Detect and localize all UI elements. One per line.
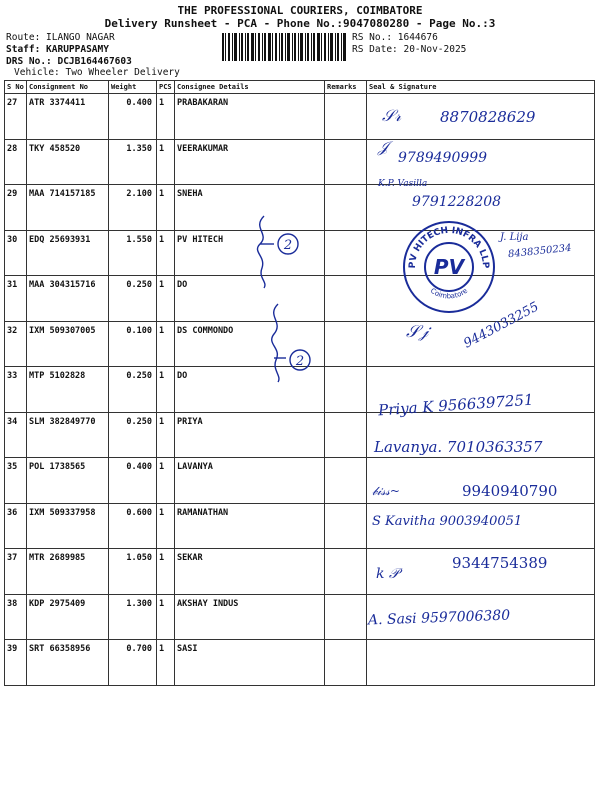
remark-bracket-33 <box>262 300 332 384</box>
drs-label: DRS No.: DCJB164467603 <box>6 56 132 67</box>
cell-consignment: TKY 458520 <box>27 139 109 185</box>
remark-number-31: 2 <box>283 238 293 253</box>
cell-consignment: EDQ 25693931 <box>27 230 109 276</box>
rs-date: RS Date: 20-Nov-2025 <box>352 44 467 55</box>
cell-consignment: IXM 509337958 <box>27 503 109 549</box>
cell-signature <box>367 640 595 686</box>
cell-pcs: 1 <box>157 94 175 140</box>
signature-32: 9443033255 <box>461 299 542 352</box>
seal-monogram: PV <box>433 255 465 279</box>
vehicle-label: Vehicle: Two Wheeler Delivery <box>14 67 180 78</box>
cell-weight: 0.600 <box>109 503 157 549</box>
document-subtitle: Delivery Runsheet - PCA - Phone No.:9047080280 - Page No.:3 <box>104 17 496 30</box>
scribble-28: 𝒥 <box>378 138 389 156</box>
cell-sno: 34 <box>5 412 27 458</box>
cell-consignee: SASI <box>175 640 325 686</box>
cell-pcs: 1 <box>157 321 175 367</box>
cell-sno: 31 <box>5 276 27 322</box>
cell-pcs: 1 <box>157 594 175 640</box>
cell-sno: 38 <box>5 594 27 640</box>
staff-label: Staff: KARUPPASAMY <box>6 44 109 55</box>
cell-consignee: DO <box>175 367 325 413</box>
signature-35: Lavanya. 7010363357 <box>374 438 543 456</box>
cell-consignee: RAMANATHAN <box>175 503 325 549</box>
scribble-36: 𝒷𝒾𝓈𝓈~ <box>372 484 400 498</box>
cell-consignment: MAA 304315716 <box>27 276 109 322</box>
name-30: J. Lija <box>500 232 529 243</box>
route-label: Route: ILANGO NAGAR <box>6 32 115 43</box>
cell-weight: 0.250 <box>109 276 157 322</box>
cell-pcs: 1 <box>157 185 175 231</box>
seal-text-bottom: Coimbatore <box>428 286 470 301</box>
cell-weight: 0.400 <box>109 458 157 504</box>
cell-remarks <box>325 640 367 686</box>
cell-sno: 33 <box>5 367 27 413</box>
cell-sno: 36 <box>5 503 27 549</box>
table-row <box>5 640 595 686</box>
cell-consignment: ATR 3374411 <box>27 94 109 140</box>
name-29: K.P. Vasilla <box>378 179 428 189</box>
signature-28: 9789490999 <box>398 150 488 166</box>
cell-pcs: 1 <box>157 549 175 595</box>
cell-weight: 1.350 <box>109 139 157 185</box>
cell-consignee: AKSHAY INDUS <box>175 594 325 640</box>
cell-consignee: LAVANYA <box>175 458 325 504</box>
cell-weight: 0.400 <box>109 94 157 140</box>
cell-consignment: MAA 714157185 <box>27 185 109 231</box>
cell-consignment: IXM 509307005 <box>27 321 109 367</box>
cell-weight: 1.550 <box>109 230 157 276</box>
seal-text-top: PV HITECH INFRA LLP <box>407 225 491 269</box>
cell-remarks <box>325 549 367 595</box>
col-consignment: Consignment No <box>27 81 109 94</box>
col-signature: Seal & Signature <box>367 81 595 94</box>
cell-pcs: 1 <box>157 412 175 458</box>
scribble-38: k 𝒫 <box>376 566 400 582</box>
cell-consignee: VEERAKUMAR <box>175 139 325 185</box>
cell-consignment: KDP 2975409 <box>27 594 109 640</box>
cell-weight: 0.250 <box>109 367 157 413</box>
signature-30: 8438350234 <box>507 242 573 261</box>
cell-consignee: DS COMMONDO <box>175 321 325 367</box>
cell-remarks <box>325 594 367 640</box>
cell-pcs: 1 <box>157 458 175 504</box>
signature-36: 9940940790 <box>462 482 558 500</box>
col-weight: Weight <box>109 81 157 94</box>
cell-consignee: DO <box>175 276 325 322</box>
signature-38: 9344754389 <box>452 554 548 572</box>
barcode <box>222 33 346 61</box>
col-consignee: Consignee Details <box>175 81 325 94</box>
cell-weight: 1.050 <box>109 549 157 595</box>
cell-consignment: MTR 2689985 <box>27 549 109 595</box>
cell-weight: 0.250 <box>109 412 157 458</box>
document-title: THE PROFESSIONAL COURIERS, COIMBATORE <box>177 4 423 17</box>
col-sno: S No <box>5 81 27 94</box>
cell-pcs: 1 <box>157 640 175 686</box>
signature-37: S Kavitha 9003940051 <box>372 514 523 529</box>
cell-pcs: 1 <box>157 139 175 185</box>
cell-pcs: 1 <box>157 503 175 549</box>
cell-consignment: POL 1738565 <box>27 458 109 504</box>
cell-weight: 0.100 <box>109 321 157 367</box>
cell-consignment: SRT 66358956 <box>27 640 109 686</box>
cell-remarks <box>325 412 367 458</box>
cell-consignee: SNEHA <box>175 185 325 231</box>
remark-bracket-31 <box>244 210 314 290</box>
cell-remarks <box>325 503 367 549</box>
col-pcs: PCS <box>157 81 175 94</box>
cell-consignee: PRIYA <box>175 412 325 458</box>
table-row <box>5 139 595 185</box>
cell-pcs: 1 <box>157 276 175 322</box>
cell-sno: 30 <box>5 230 27 276</box>
svg-text:Coimbatore <box>429 287 469 301</box>
rs-number: RS No.: 1644676 <box>352 32 438 43</box>
signature-39: A. Sasi 9597006380 <box>367 607 511 629</box>
cell-weight: 2.100 <box>109 185 157 231</box>
cell-consignee: PRABAKARAN <box>175 94 325 140</box>
cell-remarks <box>325 139 367 185</box>
remark-number-33: 2 <box>295 354 305 369</box>
scribble-32: 𝒮𝒿 <box>406 322 429 342</box>
cell-remarks <box>325 94 367 140</box>
cell-consignment: SLM 382849770 <box>27 412 109 458</box>
cell-pcs: 1 <box>157 230 175 276</box>
cell-remarks <box>325 230 367 276</box>
cell-sno: 39 <box>5 640 27 686</box>
cell-sno: 32 <box>5 321 27 367</box>
table-header-row <box>5 81 595 94</box>
col-remarks: Remarks <box>325 81 367 94</box>
cell-weight: 1.300 <box>109 594 157 640</box>
cell-sno: 28 <box>5 139 27 185</box>
cell-sno: 29 <box>5 185 27 231</box>
cell-sno: 35 <box>5 458 27 504</box>
signature-27: 8870828629 <box>440 108 536 126</box>
scribble-27: 𝒮𝓇 <box>382 106 402 125</box>
signature-34: Priya K 9566397251 <box>377 390 535 420</box>
cell-remarks <box>325 185 367 231</box>
cell-remarks <box>325 458 367 504</box>
cell-pcs: 1 <box>157 367 175 413</box>
cell-weight: 0.700 <box>109 640 157 686</box>
signature-29: 9791228208 <box>412 194 502 210</box>
company-seal <box>402 220 496 314</box>
cell-sno: 27 <box>5 94 27 140</box>
cell-consignment: MTP 5102828 <box>27 367 109 413</box>
cell-sno: 37 <box>5 549 27 595</box>
cell-consignee: SEKAR <box>175 549 325 595</box>
cell-consignee: PV HITECH <box>175 230 325 276</box>
